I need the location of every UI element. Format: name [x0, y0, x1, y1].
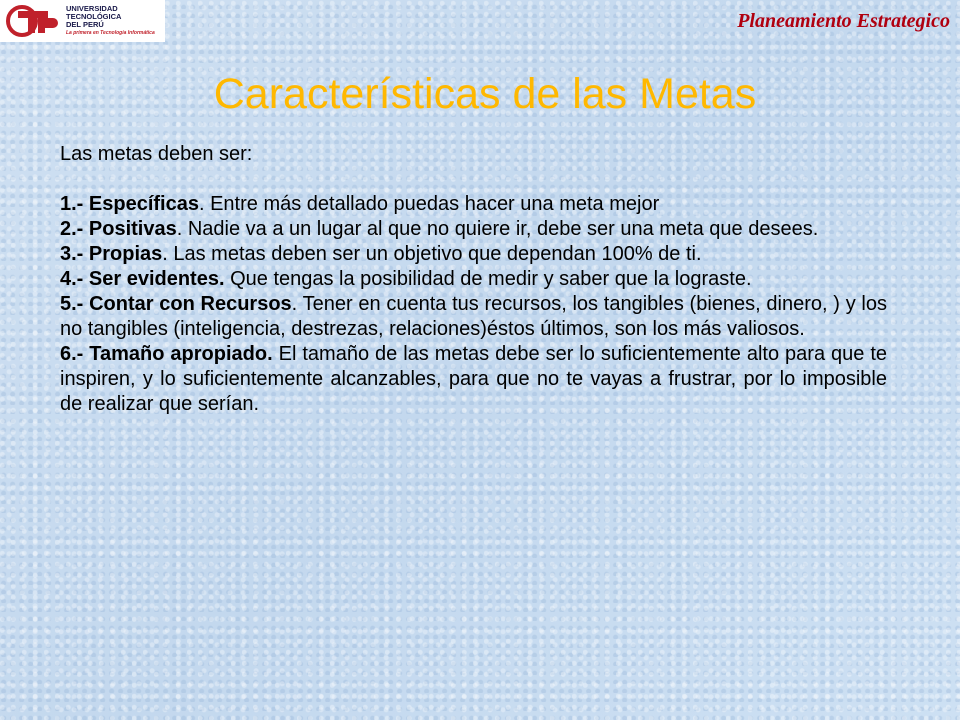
item-text: . Las metas deben ser un objetivo que dependan 100% de ti.: [162, 243, 702, 265]
course-title: Planeamiento Estrategico: [737, 10, 950, 32]
item-text: . Nadie va a un lugar al que no quiere ir, debe ser una meta que desees.: [176, 218, 819, 240]
item-text: . Tener en cuenta tus recursos, los tangibles (bienes, dinero, ) y los no tangibles (inteligencia, destrezas, relaciones)éstos últimos, son los más valiosos.: [60, 293, 887, 340]
item-term: 5.- Contar con Recursos: [60, 293, 292, 315]
item-term: 4.- Ser evidentes.: [60, 268, 225, 290]
utp-logo-icon: [6, 5, 62, 37]
item-term: 3.- Propias: [60, 243, 163, 265]
slide-title: Características de las Metas: [213, 70, 757, 118]
intro-text: Las metas deben ser:: [60, 143, 253, 165]
item-text: El tamaño de las metas debe ser lo suficientemente alto para que te inspiren, y lo suficientemente alcanzables, para que no te vayas a frustrar, por lo imposible de realizar que serían.: [60, 343, 888, 415]
university-name-line: TECNOLÓGICA: [66, 12, 122, 21]
list-item: [60, 292, 887, 342]
slide-body: [60, 142, 887, 417]
list-item: [60, 267, 887, 292]
university-name-line: DEL PERÚ: [66, 20, 104, 29]
list-item: [60, 192, 887, 217]
list-item: [60, 242, 887, 267]
list-item: [60, 217, 887, 242]
university-tagline: La primera en Tecnología Informática: [66, 30, 155, 36]
list-item: [60, 342, 887, 417]
item-term: 6.- Tamaño apropiado.: [60, 343, 273, 365]
university-name: [66, 5, 162, 29]
item-text: Que tengas la posibilidad de medir y saber que la lograste.: [224, 268, 752, 290]
university-name-line: UNIVERSIDAD: [66, 4, 118, 13]
university-logo: [0, 0, 165, 42]
item-term: 2.- Positivas: [60, 218, 177, 240]
item-text: . Entre más detallado puedas hacer una meta mejor: [198, 193, 660, 215]
item-term: 1.- Específicas: [60, 193, 199, 215]
